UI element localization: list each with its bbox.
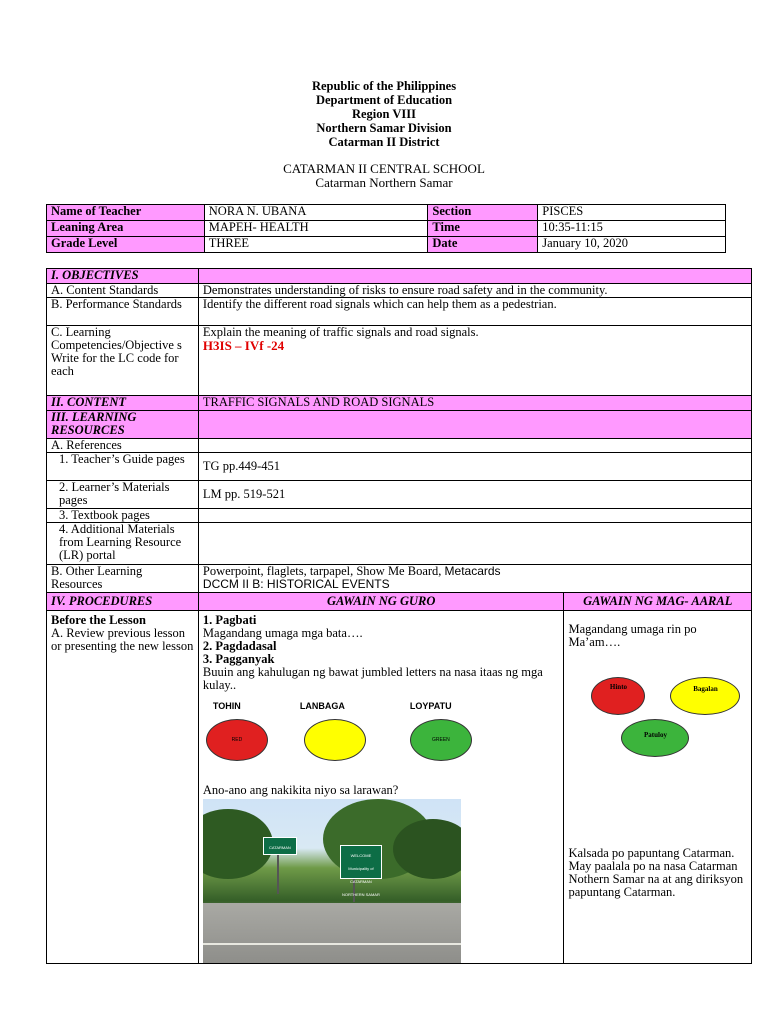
area-label: Leaning Area — [47, 221, 205, 237]
student-ellipsis: …. — [604, 635, 621, 649]
jumbled-word-1: TOHIN — [212, 701, 241, 711]
step-3-text: Buuin ang kahulugan ng bawat jumbled letters na nasa itaas ng mga kulay.. — [202, 665, 543, 692]
section-label: Section — [428, 205, 538, 221]
go-circle — [621, 719, 689, 757]
lm-value: LM pp. 519-521 — [198, 481, 751, 509]
header-line-3: Region VIII — [351, 107, 417, 121]
teacher-value: NORA N. UBANA — [204, 205, 428, 221]
stop-circle — [591, 677, 645, 715]
header-line-4: Northern Samar Division — [316, 121, 452, 135]
other-resources-label: B. Other Learning Resources — [47, 565, 199, 593]
photo-road — [203, 903, 461, 963]
grade-value: THREE — [204, 237, 428, 253]
time-value: 10:35-11:15 — [538, 221, 726, 237]
ellipsis: …. — [346, 626, 363, 640]
content-heading: II. CONTENT — [47, 396, 199, 411]
step-2-title: 2. Pagdadasal — [202, 639, 277, 653]
performance-standards-label: B. Performance Standards — [47, 298, 199, 326]
step-1-title: 1. Pagbati — [202, 613, 257, 627]
competency-code: H3IS – IVf -24 — [202, 338, 285, 353]
tg-label: 1. Teacher’s Guide pages — [47, 453, 199, 481]
stop-circle-label: Hinto — [609, 683, 628, 691]
references-value — [198, 439, 751, 453]
school-name: CATARMAN II CENTRAL SCHOOL — [283, 161, 485, 176]
date-label: Date — [428, 237, 538, 253]
before-lesson-label: Before the Lesson — [51, 613, 146, 627]
procedures-heading: IV. PROCEDURES — [47, 593, 199, 611]
references-label: A. References — [47, 439, 199, 453]
yellow-circle — [304, 719, 366, 761]
teacher-label: Name of Teacher — [47, 205, 205, 221]
time-label: Time — [428, 221, 538, 237]
date-value: January 10, 2020 — [538, 237, 726, 253]
school-location: Catarman Northern Samar — [315, 175, 453, 190]
content-standards-value: Demonstrates understanding of risks to ensure road safety and in the community. — [198, 284, 751, 298]
content-standards-label: A. Content Standards — [47, 284, 199, 298]
grade-label: Grade Level — [47, 237, 205, 253]
photo-road-line — [203, 943, 461, 945]
student-activity-heading: GAWAIN NG MAG- AARAL — [564, 593, 752, 611]
textbook-value — [198, 509, 751, 523]
textbook-label: 3. Textbook pages — [47, 509, 199, 523]
teacher-activity-heading: GAWAIN NG GURO — [198, 593, 564, 611]
teacher-info-table — [46, 204, 726, 253]
resources-heading: III. LEARNING RESOURCES — [47, 411, 199, 439]
step-1-text: Magandang umaga mga bata — [202, 626, 347, 640]
performance-standards-value: Identify the different road signals which can help them as a pedestrian. — [198, 298, 751, 326]
student-circles — [568, 677, 747, 757]
area-value: MAPEH- HEALTH — [204, 221, 428, 237]
competencies-value — [198, 326, 751, 396]
header-line-5: Catarman II District — [328, 135, 440, 149]
red-circle-label: RED — [231, 737, 243, 743]
before-lesson-cell — [47, 611, 199, 964]
school-header — [0, 162, 768, 190]
content-value: TRAFFIC SIGNALS AND ROAD SIGNALS — [198, 396, 751, 411]
resources-heading-fill — [198, 411, 751, 439]
review-label: A. Review previous lesson or presenting the new lesson — [51, 626, 194, 653]
document-header — [0, 79, 768, 149]
competencies-label-2: Write for the LC code for each — [51, 351, 179, 378]
step-3-title: 3. Pagganyak — [202, 652, 275, 666]
other-resources-line-2: DCCM II B: HISTORICAL EVENTS — [202, 577, 390, 591]
go-circle-label: Patuloy — [644, 731, 667, 739]
lesson-plan-table — [46, 268, 752, 964]
student-greeting: Magandang umaga rin po Ma’am — [568, 622, 697, 649]
photo-sign-1: CATARMAN — [263, 837, 297, 855]
green-circle-label: GREEN — [432, 737, 450, 743]
red-circle — [206, 719, 268, 761]
header-line-1: Republic of the Philippines — [311, 79, 457, 93]
competencies-label — [47, 326, 199, 396]
traffic-color-circles — [203, 700, 560, 774]
photo-sign-2: WELCOME Municipality of CATARMAN NORTHERN SAMAR — [340, 845, 382, 879]
competencies-label-1: C. Learning Competencies/Objective s — [51, 325, 182, 352]
other-resources-value — [198, 565, 751, 593]
student-activity-cell — [564, 611, 752, 964]
other-resources-metacards: Metacards — [444, 564, 501, 578]
jumbled-word-2: LANBAGA — [299, 701, 345, 711]
additional-label: 4. Additional Materials from Learning Resource (LR) portal — [47, 523, 199, 565]
competency-text: Explain the meaning of traffic signals and road signals. — [202, 325, 479, 339]
slow-circle-label: Bagalan — [693, 685, 718, 693]
teacher-activity-cell — [198, 611, 564, 964]
slow-circle — [670, 677, 740, 715]
photo-question: Ano-ano ang nakikita niyo sa larawan? — [202, 783, 399, 797]
header-line-2: Department of Education — [315, 93, 453, 107]
road-photo — [203, 799, 461, 963]
green-circle — [410, 719, 472, 761]
jumbled-word-3: LOYPATU — [409, 701, 452, 711]
photo-sign-pole-1 — [277, 854, 279, 894]
section-value: PISCES — [538, 205, 726, 221]
tg-value: TG pp.449-451 — [198, 453, 751, 481]
student-answer: Kalsada po papuntang Catarman. May paalala po na nasa Catarman Nothern Samar na at ang diriksyon papuntang Catarman. — [568, 846, 744, 899]
objectives-heading-fill — [198, 269, 751, 284]
objectives-heading: I. OBJECTIVES — [47, 269, 199, 284]
additional-value — [198, 523, 751, 565]
other-resources-line-1: Powerpoint, flaglets, tarpapel, Show Me Board, — [202, 564, 445, 578]
lm-label: 2. Learner’s Materials pages — [47, 481, 199, 509]
